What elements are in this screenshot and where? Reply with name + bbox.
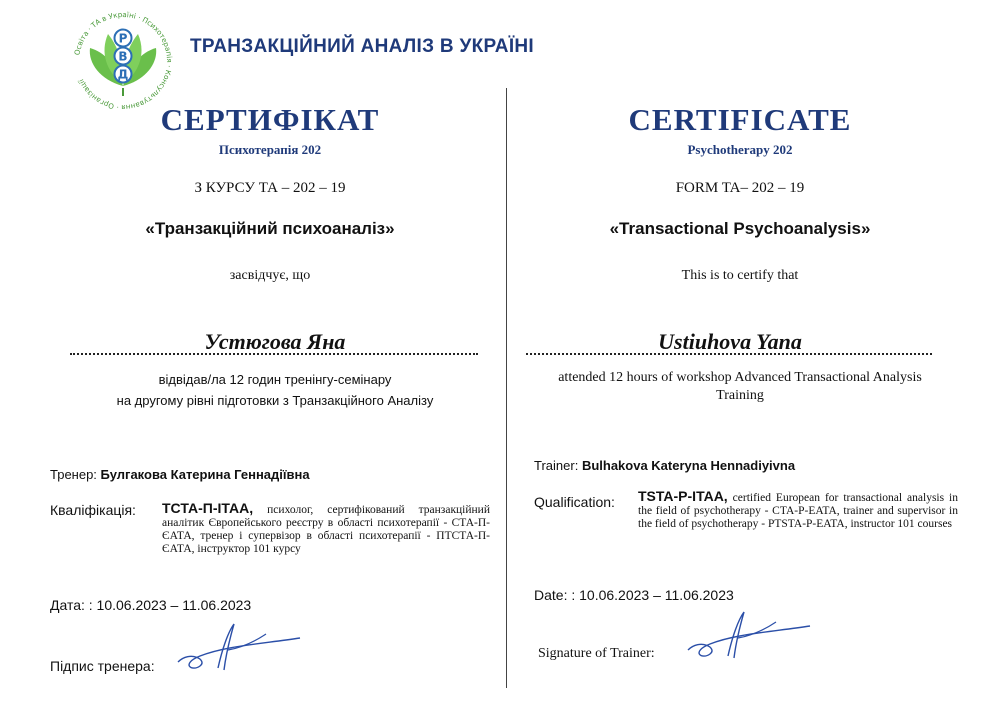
- trainer-row-en: [534, 458, 974, 473]
- trainer-signature-ua: [170, 620, 320, 675]
- date-ua: Дата: : 10.06.2023 – 11.06.2023: [50, 597, 252, 613]
- name-dotted-line-en: [526, 353, 932, 355]
- course-name-ua: «Транзакційний психоаналіз»: [145, 219, 395, 238]
- certificate-subtitle-en: Psychotherapy 202: [687, 142, 793, 157]
- svg-text:В: В: [118, 49, 128, 64]
- certify-text-en: This is to certify that: [681, 268, 799, 283]
- trainer-name-en: Bulhakova Kateryna Hennadiyivna: [581, 458, 796, 473]
- certificate-title-ua: СЕРТИФІКАТ: [160, 102, 380, 137]
- organization-logo: [70, 8, 176, 114]
- column-divider: [506, 88, 507, 688]
- attended-text-ua: відвідав/ла 12 годин тренінгу-семінару на другому рівні підготовки з Транзакційного Аналізу: [116, 372, 434, 408]
- qualification-label-ua: Кваліфікація:: [50, 502, 136, 518]
- name-dotted-line-ua: [70, 353, 478, 355]
- attended-text-en: attended 12 hours of workshop Advanced Transactional Analysis Training: [558, 370, 922, 403]
- date-en: Date: : 10.06.2023 – 11.06.2023: [534, 587, 734, 603]
- certificate-subtitle-ua: Психотерапія 202: [218, 142, 322, 157]
- trainer-signature-en: [680, 608, 830, 663]
- signature-label-en: Signature of Trainer:: [538, 646, 655, 661]
- trainer-label-en: Trainer:: [534, 458, 579, 473]
- qualification-text-en: TSTA-P-ITAA, certified European for transactional analysis in the field of psychotherapy - CTA-P-EATA, trainer and supervisor in the field of psychotherapy - PTSTA-P-EATA, instructor 101 courses: [638, 488, 958, 530]
- trainer-row-ua: [50, 467, 490, 482]
- trainer-label-ua: Тренер:: [50, 467, 97, 482]
- course-form-en: FORM TA– 202 – 19: [675, 180, 805, 196]
- course-name-en: «Transactional Psychoanalysis»: [609, 219, 871, 238]
- recipient-name-en: Ustiuhova Yana: [658, 329, 802, 354]
- qualification-text-ua: ТСТА-П-ІТАА, психолог, сертифікований транзакційний аналітик Європейського реєстру в області психотерапії - СТА-П-ЄАТА, тренер і супервізор в області психотерапії - ПТСТА-П-ЄАТА, інструктор 101 курсу: [162, 500, 490, 555]
- organization-title: ТРАНЗАКЦІЙНИЙ АНАЛІЗ В УКРАЇНІ: [190, 36, 534, 57]
- recipient-name-ua: Устюгова Яна: [204, 329, 346, 354]
- trainer-name-ua: Булгакова Катерина Геннадіївна: [100, 467, 310, 482]
- svg-text:Освіта · ТА в Україні · Психот: Освіта · ТА в Україні · Психотерапія · Консультування · Організації: [72, 9, 175, 113]
- course-form-ua: З КУРСУ ТА – 202 – 19: [194, 180, 346, 196]
- svg-text:Д: Д: [117, 67, 129, 82]
- certify-text-ua: засвідчує, що: [229, 268, 311, 283]
- svg-text:Р: Р: [118, 31, 128, 46]
- qualification-label-en: Qualification:: [534, 494, 615, 510]
- signature-label-ua: Підпис тренера:: [50, 658, 155, 674]
- certificate-title-en: CERTIFICATE: [628, 102, 852, 137]
